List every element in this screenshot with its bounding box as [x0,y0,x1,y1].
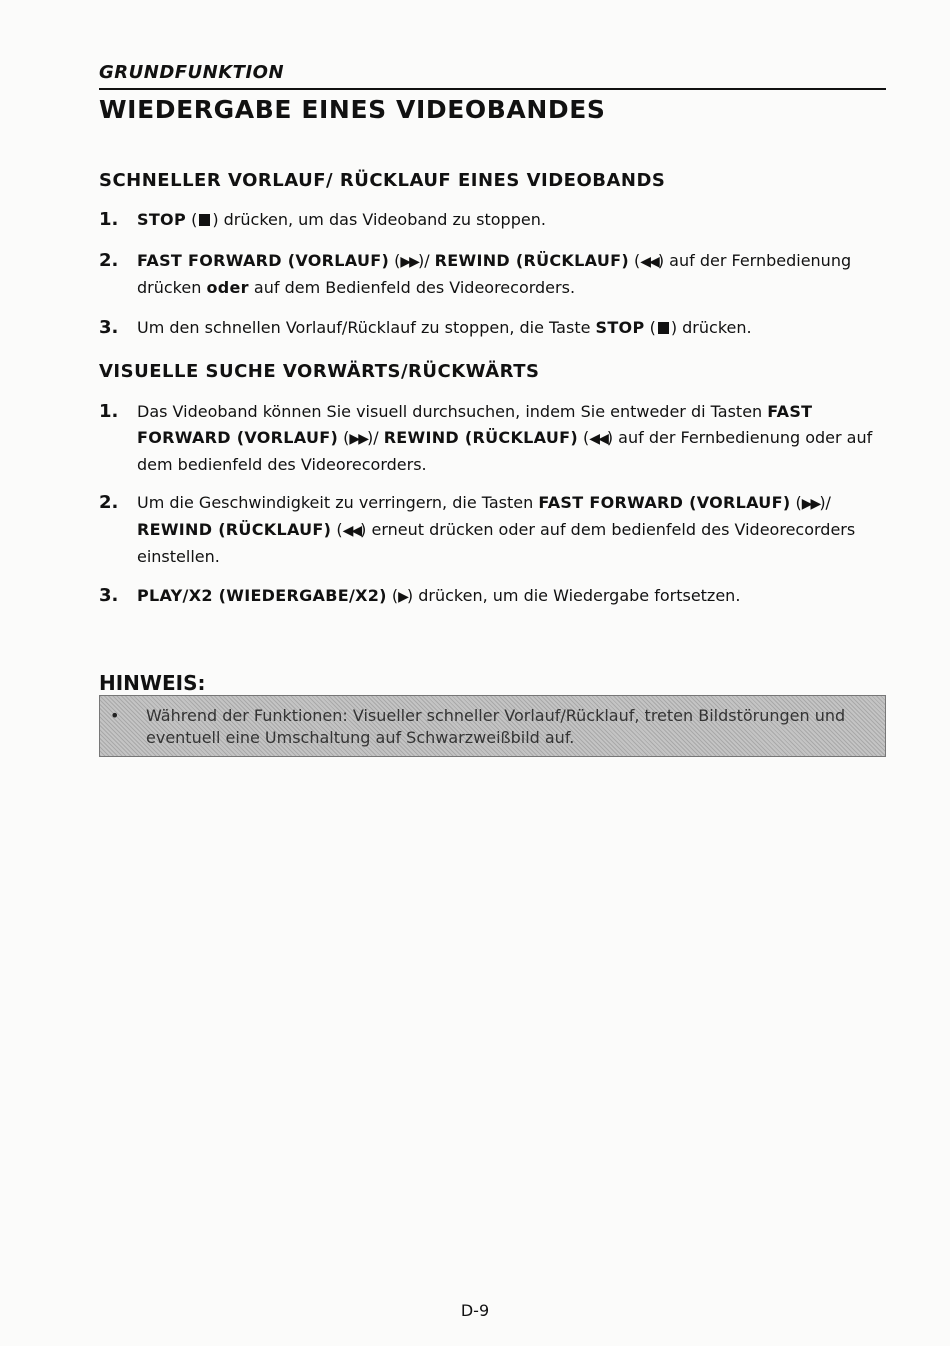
step-text: Um die Geschwindigkeit zu verringern, die Tasten [137,493,539,512]
step-number: 2. [99,492,119,513]
step-text: ( [790,493,802,512]
step-text: Um den schnellen Vorlauf/Rücklauf zu stoppen, die Taste [137,318,596,337]
fast-heading: SCHNELLER VORLAUF/ RÜCKLAUF EINES VIDEOBANDS [99,170,666,191]
step-text: ) drücken, um das Videoband zu stoppen. [212,210,546,229]
visual-step-3 [99,583,889,610]
step-text: ( [389,251,401,270]
step-text: ) auf der Fernbedienung oder auf dem bedienfeld des Videorecorders. [137,428,873,474]
step-text: ( [191,210,198,229]
step-text: ( [577,428,590,447]
page-number: D-9 [460,1301,490,1320]
step-text: ( [338,428,350,447]
fast-forward-key-label: FAST FORWARD (VORLAUF) [137,402,813,447]
fast-forward-icon: ▶▶ [400,254,418,270]
step-number: 3. [99,585,119,606]
step-number: 1. [99,209,119,230]
step-text: ) auf der Fernbedienung drücken [137,251,852,297]
step-text: ( [386,586,399,605]
or-emphasis: oder [206,278,249,297]
bullet-icon: • [110,706,120,725]
step-text: )/ [819,493,831,512]
stop-key-label: STOP [137,210,186,229]
visual-heading: VISUELLE SUCHE VORWÄRTS/RÜCKWÄRTS [99,361,540,382]
rewind-key-label: REWIND (RÜCKLAUF) [434,251,629,270]
step-text: Das Videoband können Sie visuell durchsuchen, indem Sie entweder di Tasten [137,402,768,421]
step-number: 3. [99,317,119,338]
fast-step-3 [99,315,889,341]
play-key-label: PLAY/X2 (WIEDERGABE/X2) [137,586,387,605]
rewind-icon: ◀◀ [589,431,607,447]
stop-key-label: STOP [595,318,645,337]
step-text: auf dem Bedienfeld des Videorecorders. [248,278,576,297]
fast-forward-key-label: FAST FORWARD (VORLAUF) [137,251,390,270]
rewind-icon: ◀◀ [640,254,658,270]
fast-forward-icon: ▶▶ [349,431,367,447]
step-text: ) drücken. [670,318,752,337]
fast-step-2 [99,248,889,301]
step-number: 1. [99,401,119,422]
step-text: ( [644,318,656,337]
note-box [99,695,886,757]
visual-step-2 [99,490,889,570]
step-text: )/ [366,428,384,447]
stop-icon [199,214,210,226]
step-text: ) erneut drücken oder auf dem bedienfeld des Videorecorders einstellen. [137,520,856,566]
page-title: WIEDERGABE EINES VIDEOBANDES [99,95,606,124]
step-text: ) drücken, um die Wiedergabe fortsetzen. [406,586,741,605]
stop-icon [658,322,669,334]
step-text: ( [628,251,641,270]
play-icon: ▶ [398,589,407,605]
rewind-key-label: REWIND (RÜCKLAUF) [383,428,578,447]
rewind-key-label: REWIND (RÜCKLAUF) [137,520,332,539]
step-number: 2. [99,250,119,271]
note-text: Während der Funktionen: Visueller schneller Vorlauf/Rücklauf, treten Bildstörungen und eventuell eine Umschaltung auf Schwarzweißbild auf. [146,706,846,747]
note-label: HINWEIS: [99,671,206,695]
fast-forward-icon: ▶▶ [801,496,820,512]
visual-step-1 [99,399,889,478]
fast-forward-key-label: FAST FORWARD (VORLAUF) [538,493,791,512]
step-text: )/ [417,251,435,270]
header-rule [99,88,886,90]
rewind-icon: ◀◀ [342,523,361,539]
step-text: ( [331,520,343,539]
fast-step-1 [99,207,889,233]
section-label: GRUNDFUNKTION [99,62,285,83]
